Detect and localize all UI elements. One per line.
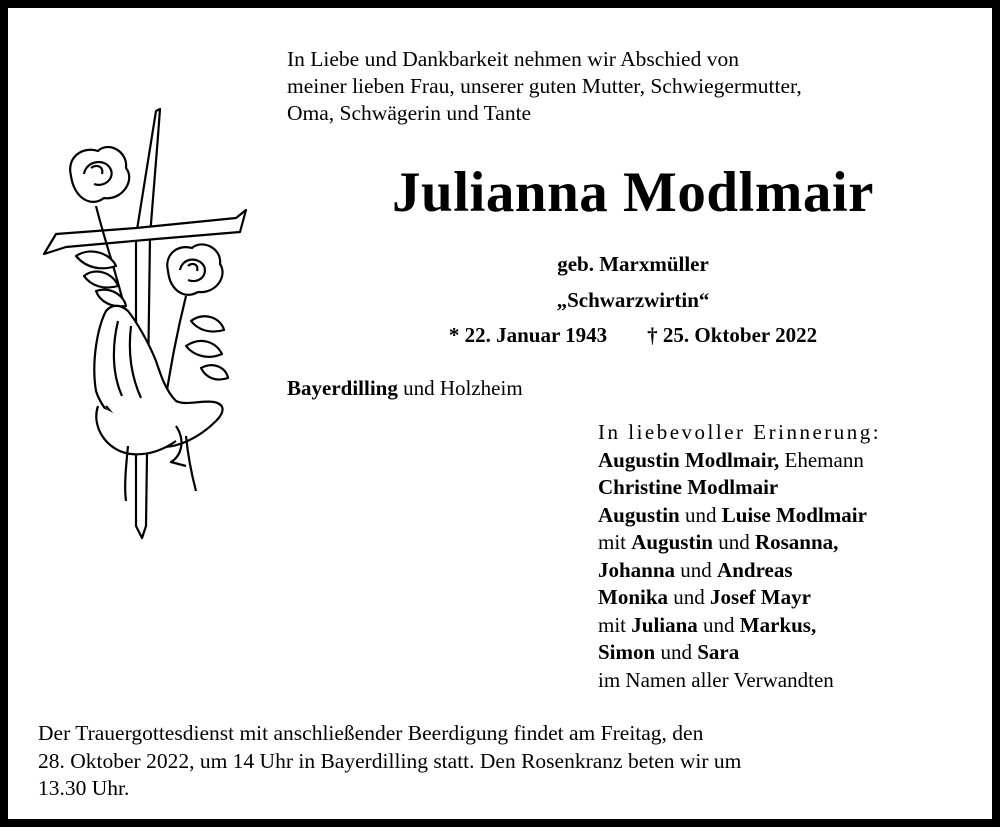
mourner-name: Augustin [598, 502, 680, 527]
connector: mit [598, 530, 632, 554]
memory-heading: In liebevoller Erinnerung: [598, 420, 882, 444]
intro-line-2: meiner lieben Frau, unserer guten Mutter, Schwiegermutter, [287, 74, 802, 98]
mourner-name: Andreas [717, 557, 793, 582]
mourner-name: Augustin Modlmair, [598, 447, 780, 472]
connector: und [668, 585, 711, 609]
service-line-2: 28. Oktober 2022, um 14 Uhr in Bayerdilling statt. Den Rosenkranz beten wir um [38, 748, 742, 773]
connector: und [697, 612, 740, 637]
mourner-name: Josef Mayr [710, 585, 811, 609]
intro-text [287, 46, 987, 127]
place-rest: und Holzheim [397, 376, 523, 400]
deceased-name: Julianna Modlmair [392, 161, 874, 224]
mourner-line-2 [598, 474, 988, 502]
death-date: † 25. Oktober 2022 [647, 323, 818, 347]
mourner-line-9: im Namen aller Verwandten [598, 667, 834, 692]
mourner-name: Markus, [739, 612, 817, 637]
mourner-name: Juliana [631, 612, 698, 637]
service-line-3: 13.30 Uhr. [38, 776, 130, 800]
place-main: Bayerdilling [287, 376, 398, 400]
intro-line-1: In Liebe und Dankbarkeit nehmen wir Abschied von [287, 47, 739, 71]
connector: und [679, 502, 722, 527]
maiden-name: geb. Marxmüller [557, 252, 709, 276]
connector: und [655, 640, 698, 664]
mourner-name: Simon [598, 640, 656, 664]
mourner-line-3 [598, 502, 988, 530]
mourner-name: Monika [598, 585, 669, 609]
mourner-name: Rosanna, [754, 530, 839, 554]
mourner-name: Sara [697, 640, 740, 664]
mourner-line-5 [598, 557, 988, 585]
life-dates [308, 323, 958, 348]
nickname: „Schwarzwirtin“ [556, 288, 710, 312]
mourner-line-6 [598, 584, 988, 612]
intro-line-3: Oma, Schwägerin und Tante [287, 101, 532, 125]
mourner-line-4 [598, 529, 988, 557]
birth-date: * 22. Januar 1943 [448, 323, 608, 347]
mourner-name: Johanna [598, 557, 676, 582]
mourner-line-1 [598, 447, 988, 475]
connector: und [712, 530, 755, 554]
mourner-line-8 [598, 639, 988, 667]
service-line-1: Der Trauergottesdienst mit anschließender Beerdigung findet am Freitag, den [38, 721, 704, 745]
mourner-name: Luise Modlmair [721, 502, 867, 527]
mourner-name: Augustin [631, 530, 713, 554]
mourners-list [598, 419, 988, 694]
connector: und [675, 557, 718, 582]
mourner-relation: Ehemann [779, 447, 864, 472]
connector: mit [598, 612, 632, 637]
mourner-name: Christine Modlmair [598, 475, 779, 499]
mourner-line-7 [598, 612, 988, 640]
service-info [38, 720, 978, 803]
place-line [287, 376, 523, 401]
